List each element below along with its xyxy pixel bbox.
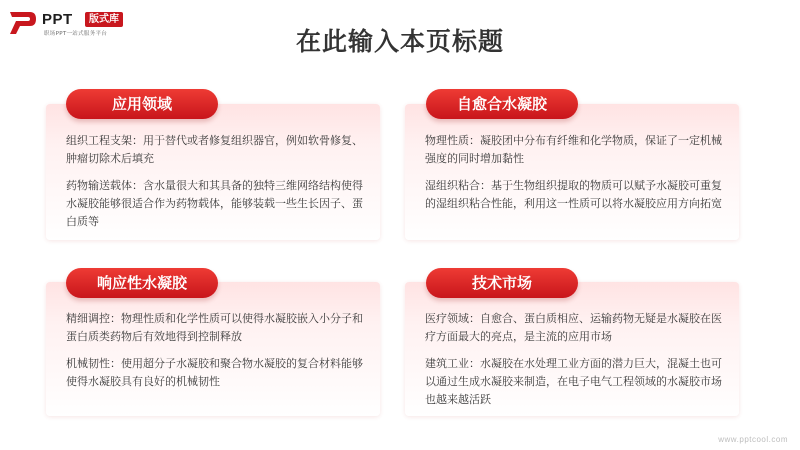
card-paragraph: 物理性质：凝胶团中分布有纤维和化学物质，保证了一定机械强度的同时增加黏性 [425, 134, 722, 165]
card-paragraph: 组织工程支架：用于替代或者修复组织器官，例如软骨修复、肿瘤切除术后填充 [66, 134, 363, 165]
card-paragraph: 建筑工业：水凝胶在水处理工业方面的潜力巨大，混凝土也可以通过生成水凝胶来制造，在电子电气工程领域的水凝胶市场也越来越活跃 [425, 357, 722, 406]
page-title: 在此输入本页标题 [295, 27, 504, 56]
card-body [425, 310, 725, 418]
card-title-technology-market: 技术市场 [426, 268, 578, 298]
watermark: www.pptcool.com [718, 435, 788, 444]
card-title-application-fields: 应用领域 [66, 89, 218, 119]
logo-brand-text: PPT [42, 11, 73, 28]
card-body [66, 132, 366, 240]
card-responsive-hydrogel [46, 282, 380, 416]
card-body [66, 310, 366, 400]
card-body [425, 132, 725, 222]
card-paragraph: 医疗领域：自愈合、蛋白质相应、运输药物无疑是水凝胶在医疗方面最大的亮点，是主流的应用市场 [425, 312, 722, 343]
logo-badge: 版式库 [85, 12, 123, 27]
card-title-responsive-hydrogel: 响应性水凝胶 [66, 268, 218, 298]
logo-tagline: 职场PPT一站式服务平台 [44, 31, 108, 37]
card-title-self-healing-hydrogel: 自愈合水凝胶 [426, 89, 578, 119]
card-application-fields [46, 104, 380, 240]
card-paragraph: 精细调控：物理性质和化学性质可以使得水凝胶嵌入小分子和蛋白质类药物后有效地得到控制释放 [66, 312, 363, 343]
card-paragraph: 机械韧性：使用超分子水凝胶和聚合物水凝胶的复合材料能够使得水凝胶具有良好的机械韧性 [66, 357, 363, 388]
card-self-healing-hydrogel [405, 104, 739, 240]
card-paragraph: 湿组织粘合：基于生物组织提取的物质可以赋予水凝胶可重复的湿组织粘合性能，利用这一性质可以将水凝胶应用方向拓宽 [425, 179, 722, 210]
card-paragraph: 药物输送载体：含水量很大和其具备的独特三维网络结构使得水凝胶能够很适合作为药物载体，能够装载一些生长因子、蛋白质等 [66, 179, 363, 228]
card-technology-market [405, 282, 739, 416]
